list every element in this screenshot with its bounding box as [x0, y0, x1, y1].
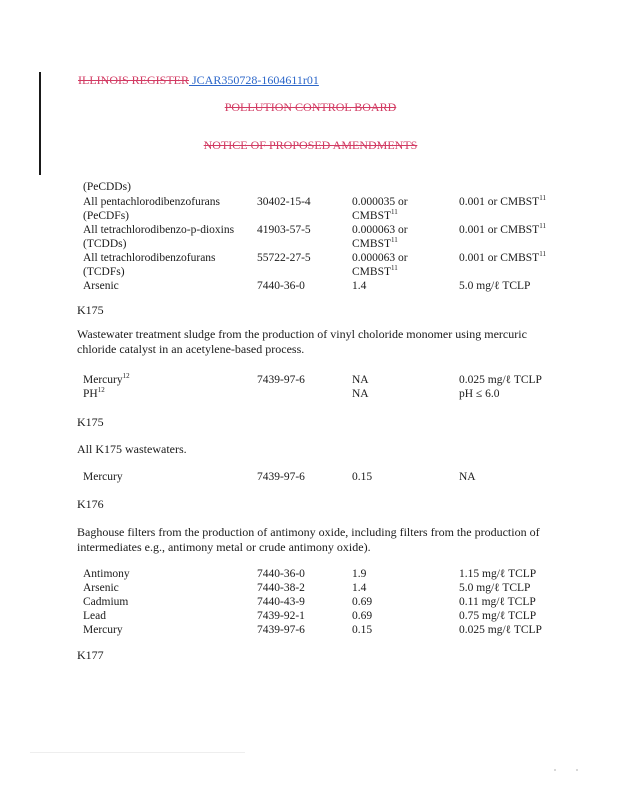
- k176-description: Baghouse filters from the production of antimony oxide, including filters from the production of intermediates e.g., antimony metal or crude antimony oxide).: [77, 525, 540, 554]
- wastewater-standard-text: CMBST: [352, 266, 391, 278]
- nonwastewater-standard: [459, 251, 546, 265]
- k175-description: Wastewater treatment sludge from the production of vinyl choloride monomer using mercuric chloride catalyst in an acetylene-based process.: [77, 327, 527, 356]
- wastewater-standard-footnote: 11: [391, 264, 398, 273]
- nonwastewater-standard: [459, 279, 530, 293]
- nonwastewater-standard: [459, 223, 546, 237]
- cas-number: 7440-36-0: [257, 280, 305, 292]
- wastewater-standard-text: CMBST: [352, 238, 391, 250]
- constituent-name: [83, 581, 119, 595]
- k176-label: K176: [77, 497, 104, 511]
- constituent-name-footnote: 12: [122, 372, 130, 381]
- wastewater-standard: 1.9: [352, 568, 367, 580]
- notice-title: [0, 138, 621, 153]
- register-inserted-text: JCAR350728-1604611r01: [189, 73, 319, 87]
- wastewater-standard: 0.69: [352, 610, 373, 622]
- constituent-name: [83, 609, 106, 623]
- nonwastewater-standard-footnote: 11: [539, 222, 546, 231]
- board-title: [0, 100, 621, 115]
- constituent-name-text: Arsenic: [83, 582, 119, 594]
- cas-number: 7440-38-2: [257, 582, 305, 594]
- nonwastewater-standard-text: 0.001 or CMBST: [459, 196, 540, 208]
- notice-title-text: NOTICE OF PROPOSED AMENDMENTS: [203, 138, 418, 152]
- wastewater-standard-text: 0.000063 or: [352, 252, 408, 264]
- constituent-name: [83, 387, 105, 401]
- constituent-name-text: Lead: [83, 610, 106, 622]
- constituent-name: (TCDFs): [83, 266, 125, 278]
- wastewater-standard: [352, 279, 366, 293]
- register-struck-text: ILLINOIS REGISTER: [78, 73, 189, 87]
- constituent-name: [83, 595, 128, 609]
- wastewater-standard: NA: [352, 388, 369, 400]
- nonwastewater-standard-text: 0.001 or CMBST: [459, 252, 540, 264]
- k175-wastewaters-label: K175: [77, 415, 104, 429]
- constituent-name-text: Cadmium: [83, 596, 129, 608]
- constituent-name-text: PH: [83, 388, 98, 400]
- constituent-name: [83, 470, 123, 484]
- wastewater-standard-text: 1.4: [352, 280, 367, 292]
- constituent-name-footnote: 12: [97, 386, 105, 395]
- register-header: [78, 73, 319, 88]
- nonwastewater-standard: 5.0 mg/ℓ TCLP: [459, 582, 531, 594]
- constituent-name: (TCDDs): [83, 238, 127, 250]
- nonwastewater-standard: pH ≤ 6.0: [459, 388, 500, 400]
- wastewater-standard-text: 0.000063 or: [352, 224, 408, 236]
- nonwastewater-standard-footnote: 11: [539, 250, 546, 259]
- board-title-text: POLLUTION CONTROL BOARD: [224, 100, 397, 114]
- constituent-name-text: Antimony: [83, 568, 130, 580]
- constituent-name: (PeCDDs): [83, 181, 131, 193]
- cas-number: 41903-57-5: [257, 224, 311, 236]
- wastewater-standard: 0.69: [352, 596, 373, 608]
- wastewater-standard: 0.15: [352, 471, 373, 483]
- wastewater-standard: [352, 265, 398, 279]
- constituent-name-text: Mercury: [83, 471, 123, 483]
- wastewater-standard: NA: [352, 374, 369, 386]
- cas-number: 7440-36-0: [257, 568, 305, 580]
- wastewater-standard: 0.15: [352, 624, 373, 636]
- nonwastewater-standard: 0.025 mg/ℓ TCLP: [459, 624, 542, 636]
- wastewater-standard: [352, 237, 398, 251]
- wastewater-standard-footnote: 11: [391, 208, 398, 217]
- nonwastewater-standard: 0.025 mg/ℓ TCLP: [459, 374, 542, 386]
- cas-number: 30402-15-4: [257, 196, 311, 208]
- nonwastewater-standard-footnote: 11: [539, 194, 546, 203]
- wastewater-standard: [352, 209, 398, 223]
- wastewater-standard: [352, 223, 408, 237]
- footer-divider: [30, 752, 245, 753]
- constituent-name: All pentachlorodibenzofurans: [83, 196, 220, 208]
- constituent-name: (PeCDFs): [83, 210, 130, 222]
- nonwastewater-standard: 1.15 mg/ℓ TCLP: [459, 568, 537, 580]
- footer-dot: [576, 769, 578, 771]
- nonwastewater-standard-text: 0.001 or CMBST: [459, 224, 540, 236]
- nonwastewater-standard: [459, 195, 546, 209]
- nonwastewater-standard: 0.75 mg/ℓ TCLP: [459, 610, 537, 622]
- constituent-name: All tetrachlorodibenzo-p-dioxins: [83, 224, 235, 236]
- wastewater-standard-footnote: 11: [391, 236, 398, 245]
- nonwastewater-standard: NA: [459, 471, 476, 483]
- wastewater-standard: [352, 195, 408, 209]
- cas-number: 7439-92-1: [257, 610, 305, 622]
- change-bar: [39, 72, 41, 175]
- wastewater-standard: 1.4: [352, 582, 367, 594]
- constituent-name: Arsenic: [83, 280, 119, 292]
- k177-label: K177: [77, 648, 104, 662]
- constituent-name: [83, 623, 123, 637]
- k175-wastewaters-description: All K175 wastewaters.: [77, 442, 187, 456]
- k175-label: K175: [77, 303, 104, 317]
- cas-number: 7440-43-9: [257, 596, 305, 608]
- wastewater-standard-text: CMBST: [352, 210, 391, 222]
- wastewater-standard-text: 0.000035 or: [352, 196, 408, 208]
- nonwastewater-standard-text: 5.0 mg/ℓ TCLP: [459, 280, 531, 292]
- wastewater-standard: [352, 251, 408, 265]
- nonwastewater-standard: 0.11 mg/ℓ TCLP: [459, 596, 536, 608]
- constituent-name-text: Mercury: [83, 624, 123, 636]
- footer-dot: [554, 769, 556, 771]
- constituent-name: [83, 567, 130, 581]
- cas-number: 7439-97-6: [257, 624, 305, 636]
- constituent-name-text: Mercury: [83, 374, 123, 386]
- constituent-name: [83, 373, 130, 387]
- cas-number: 7439-97-6: [257, 471, 305, 483]
- cas-number: 7439-97-6: [257, 374, 305, 386]
- cas-number: 55722-27-5: [257, 252, 311, 264]
- constituent-name: All tetrachlorodibenzofurans: [83, 252, 216, 264]
